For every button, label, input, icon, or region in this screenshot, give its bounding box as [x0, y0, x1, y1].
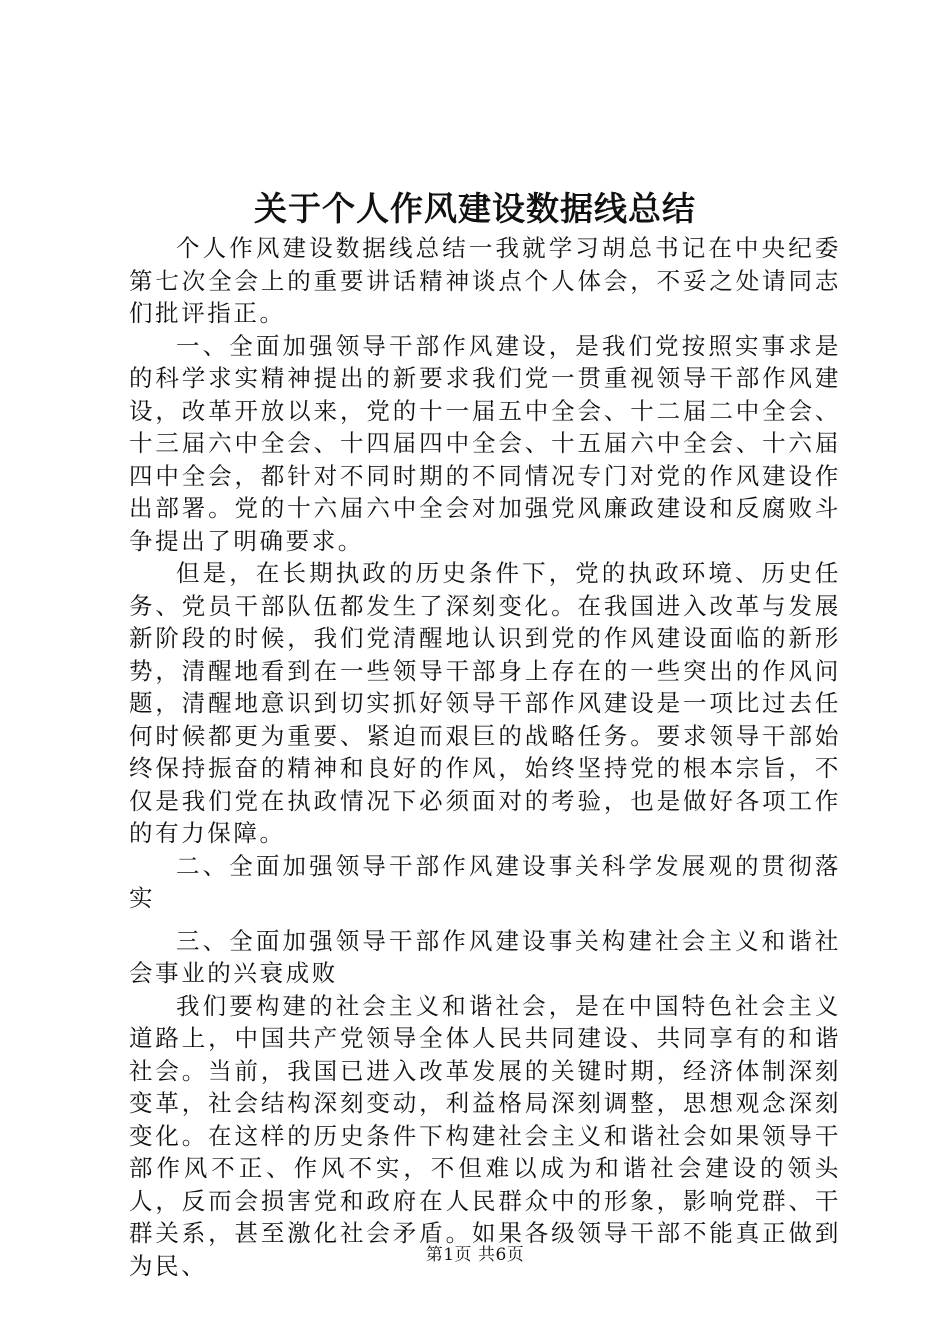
paragraph-section-one: 一、全面加强领导干部作风建设，是我们党按照实事求是的科学求实精神提出的新要求我们党一贯重视领导干部作风建设，改革开放以来，党的十一届五中全会、十二届二中全会、十三届六中全会、十四届四中全会、十五届六中全会、十六届四中全会，都针对不同时期的不同情况专门对党的作风建设作出部署。党的十六届六中全会对加强党风廉政建设和反腐败斗争提出了明确要求。: [129, 331, 841, 555]
document-title: 关于个人作风建设数据线总结: [254, 189, 696, 228]
paragraph-section-two: 二、全面加强领导干部作风建设事关科学发展观的贯彻落实: [129, 851, 841, 912]
document-body: [129, 232, 841, 1282]
paragraph-harmonious-society: 我们要构建的社会主义和谐社会，是在中国特色社会主义道路上，中国共产党领导全体人民共同建设、共同享有的和谐社会。当前，我国已进入改革发展的关键时期，经济体制深刻变革，社会结构深刻变动，利益格局深刻调整，思想观念深刻变化。在这样的历史条件下构建社会主义和谐社会如果领导干部作风不正、作风不实，不但难以成为和谐社会建设的领头人，反而会损害党和政府在人民群众中的形象，影响党群、干群关系，甚至激化社会矛盾。如果各级领导干部不能真正做到为民、: [129, 991, 841, 1280]
page-number-footer: 第1页 共6页: [425, 1245, 525, 1265]
paragraph-history-conditions: 但是，在长期执政的历史条件下，党的执政环境、历史任务、党员干部队伍都发生了深刻变化。在我国进入改革与发展新阶段的时候，我们党清醒地认识到党的作风建设面临的新形势，清醒地看到在一些领导干部身上存在的一些突出的作风问题，清醒地意识到切实抓好领导干部作风建设是一项比过去任何时候都更为重要、紧迫而艰巨的战略任务。要求领导干部始终保持振奋的精神和良好的作风，始终坚持党的根本宗旨，不仅是我们党在执政情况下必须面对的考验，也是做好各项工作的有力保障。: [129, 559, 841, 847]
paragraph-section-three: 三、全面加强领导干部作风建设事关构建社会主义和谐社会事业的兴衰成败: [129, 926, 841, 987]
paragraph-intro: 个人作风建设数据线总结一我就学习胡总书记在中央纪委第七次全会上的重要讲话精神谈点个人体会，不妥之处请同志们批评指正。: [129, 234, 841, 327]
